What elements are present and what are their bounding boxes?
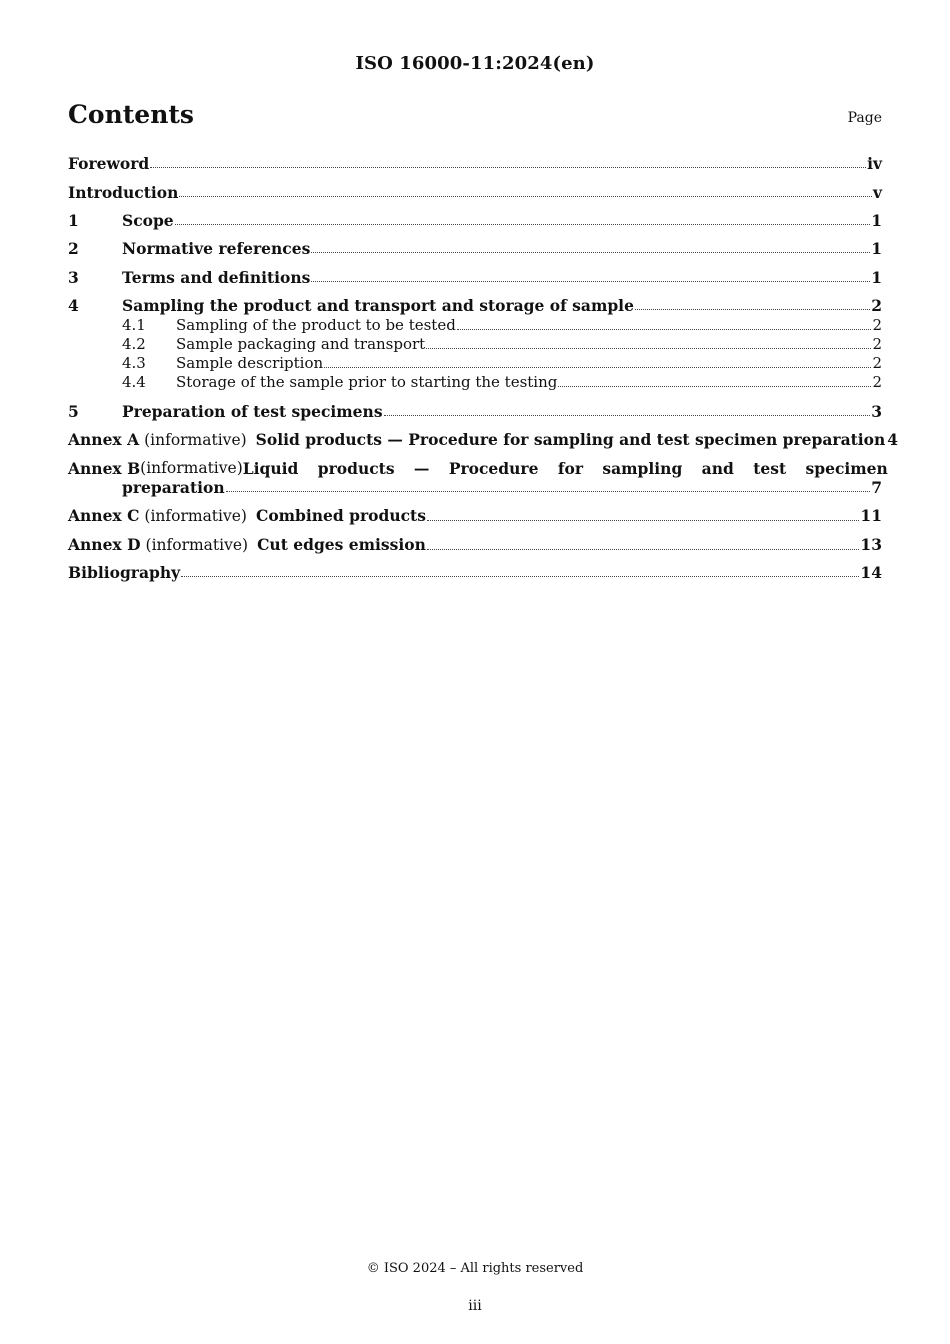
toc-entry-foreword[interactable] xyxy=(68,154,882,173)
toc-entry-page: v xyxy=(872,183,882,202)
toc-entry-number: 4.4 xyxy=(122,373,146,391)
toc-entry-number: 1 xyxy=(68,211,79,230)
dot-leader xyxy=(181,575,859,577)
dot-leader xyxy=(226,490,871,492)
toc-entry-title: Sampling the product and transport and storage of sample xyxy=(122,296,634,315)
toc-entry-title: Solid products — Procedure for sampling and test specimen preparation xyxy=(255,430,886,449)
toc-entry-page: 2 xyxy=(872,354,882,372)
toc-entry-bibliography[interactable] xyxy=(68,563,882,582)
toc-entry-title: Sampling of the product to be tested xyxy=(176,316,456,334)
toc-entry-number: 5 xyxy=(68,402,79,421)
toc-entry-title: Normative references xyxy=(122,239,311,258)
toc-entry-page: iv xyxy=(867,154,882,173)
toc-entry-page: 2 xyxy=(871,296,882,315)
annex-type: (informative) xyxy=(144,431,247,449)
annex-type: (informative) xyxy=(140,459,243,477)
dot-leader xyxy=(427,548,860,550)
dot-leader xyxy=(324,366,871,368)
toc-entry-title: Bibliography xyxy=(68,563,181,582)
toc-entry-page: 11 xyxy=(860,506,882,525)
toc-entry-page: 2 xyxy=(872,316,882,334)
toc-entry-number: 2 xyxy=(68,239,79,258)
toc-entry-page: 14 xyxy=(860,563,882,582)
page-number: iii xyxy=(468,1298,482,1314)
toc-entry-clause-1[interactable] xyxy=(68,211,882,230)
toc-entry-clause-4[interactable] xyxy=(68,296,882,315)
copyright-footer: © ISO 2024 – All rights reserved xyxy=(366,1261,584,1276)
toc-entry-page: 2 xyxy=(872,335,882,353)
dot-leader xyxy=(558,385,871,387)
toc-entry-page: 1 xyxy=(871,211,882,230)
toc-entry-clause-2[interactable] xyxy=(68,239,882,258)
toc-entry-title: Scope xyxy=(122,211,174,230)
toc-entry-number: 3 xyxy=(68,268,79,287)
toc-entry-page: 7 xyxy=(871,478,882,497)
toc-entry-annex-c[interactable] xyxy=(68,506,882,526)
toc-entry-subclause-4-3[interactable] xyxy=(68,354,882,373)
toc-entry-title: Sample description xyxy=(176,354,324,372)
toc-entry-title: Preparation of test specimens xyxy=(122,402,383,421)
annex-label: Annex C xyxy=(68,506,140,525)
toc-entry-page: 13 xyxy=(860,535,882,554)
toc-entry-subclause-4-2[interactable] xyxy=(68,335,882,354)
toc-entry-page: 3 xyxy=(871,402,882,421)
toc-entry-title: Foreword xyxy=(68,154,150,173)
toc-entry-number: 4 xyxy=(68,296,79,315)
toc-entry-number: 4.3 xyxy=(122,354,146,372)
toc-entry-title: Sample packaging and transport xyxy=(176,335,426,353)
toc-entry-annex-d[interactable] xyxy=(68,535,882,555)
toc-entry-annex-b-line1[interactable] xyxy=(68,459,888,478)
toc-entry-introduction[interactable] xyxy=(68,183,882,202)
page-title: Contents xyxy=(68,100,195,129)
toc-entry-page: 1 xyxy=(871,268,882,287)
toc-entry-clause-3[interactable] xyxy=(68,268,882,287)
dot-leader xyxy=(426,347,871,349)
annex-label: Annex D xyxy=(68,535,141,554)
toc-entry-subclause-4-1[interactable] xyxy=(68,316,882,335)
annex-type: (informative) xyxy=(145,536,249,554)
toc-entry-title: Terms and definitions xyxy=(122,268,311,287)
toc-entry-number: 4.2 xyxy=(122,335,146,353)
dot-leader xyxy=(175,223,871,225)
dot-leader xyxy=(427,519,859,521)
toc-entry-page: 1 xyxy=(871,239,882,258)
toc-entry-title-continued: preparation xyxy=(122,478,225,497)
page-column-label: Page xyxy=(847,110,882,126)
annex-type: (informative) xyxy=(144,507,247,525)
dot-leader xyxy=(311,280,870,282)
document-header: ISO 16000-11:2024(en) xyxy=(355,53,595,74)
dot-leader xyxy=(311,251,870,253)
toc-entry-title: Combined products xyxy=(255,506,426,525)
dot-leader xyxy=(384,414,871,416)
toc-entry-annex-b[interactable] xyxy=(68,478,882,497)
annex-label: Annex A xyxy=(68,430,140,449)
toc-entry-clause-5[interactable] xyxy=(68,402,882,421)
toc-entry-number: 4.1 xyxy=(122,316,146,334)
toc-entry-title: Storage of the sample prior to starting the testing xyxy=(176,373,558,391)
dot-leader xyxy=(635,308,870,310)
dot-leader xyxy=(179,195,872,197)
toc-entry-page: 4 xyxy=(887,430,899,449)
toc-entry-page: 2 xyxy=(872,373,882,391)
dot-leader xyxy=(150,166,866,168)
toc-entry-annex-a[interactable] xyxy=(68,430,899,450)
annex-label: Annex B xyxy=(68,459,141,478)
toc-entry-title: Cut edges emission xyxy=(257,535,426,554)
dot-leader xyxy=(457,328,872,330)
toc-entry-subclause-4-4[interactable] xyxy=(68,373,882,392)
toc-entry-title: Liquid products — Procedure for sampling and test specimen xyxy=(242,459,888,478)
toc-entry-title: Introduction xyxy=(68,183,179,202)
